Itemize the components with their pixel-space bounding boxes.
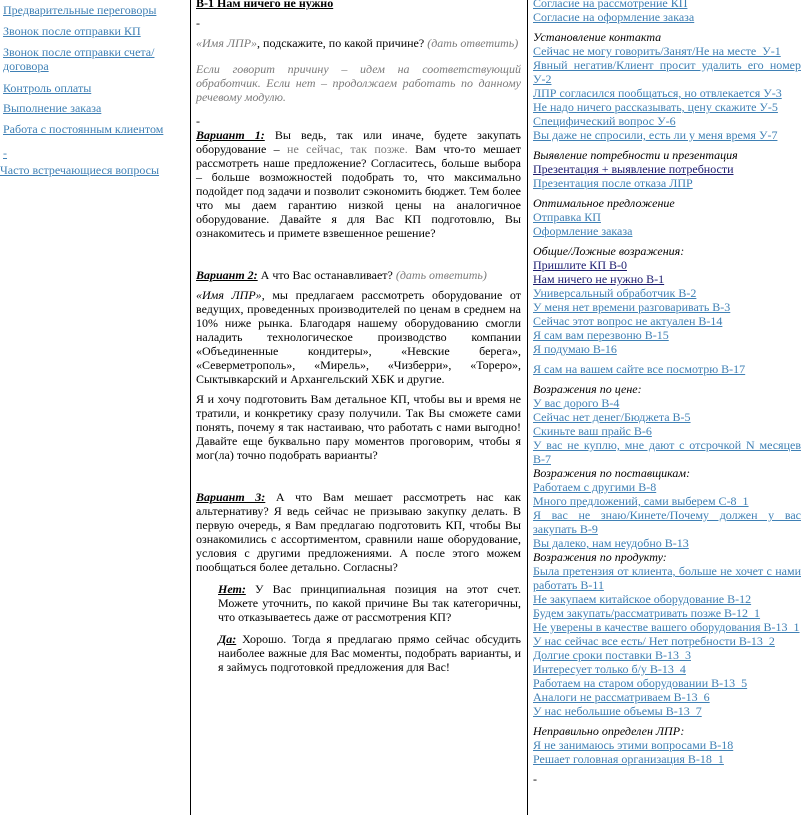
- variant-2-paragraph-2: Я и хочу подготовить Вам детальное КП, чтобы вы и время не тратили, и конкретику сразу получили. Так Вы сможете сами понять, почему я так настаиваю, что работать с нами выгодно! Давайте еще буквально пару моментов проговорим, чтобы я мог(ла) точно подобрать варианты?: [196, 392, 521, 462]
- nav-link[interactable]: Специфический вопрос У-6: [533, 114, 676, 128]
- question-paragraph: [196, 36, 521, 50]
- answer-label: Нет:: [218, 582, 246, 596]
- faq-link[interactable]: Часто встречающиеся вопросы: [0, 163, 160, 177]
- nav-link[interactable]: Работаем на старом оборудовании В-13_5: [533, 676, 748, 690]
- variant-text: А что Вас останавливает?: [257, 268, 393, 282]
- answer-yes: [218, 632, 521, 674]
- nav-link[interactable]: Презентация + выявление потребности: [533, 162, 734, 176]
- nav-link[interactable]: Я сам на вашем сайте все посмотрю В-17: [533, 362, 746, 376]
- variant-1: [196, 128, 521, 240]
- section-heading: Выявление потребности и презентация: [533, 148, 738, 162]
- section-heading: Возражения по поставщикам:: [533, 466, 691, 480]
- nav-link[interactable]: Будем закупать/рассматривать позже В-12_1: [533, 606, 761, 620]
- variant-3: [196, 490, 521, 574]
- variant-label: Вариант 3:: [196, 490, 266, 504]
- left-nav-item[interactable]: Предварительные переговоры: [3, 3, 157, 17]
- section-heading: Установление контакта: [533, 30, 662, 44]
- answer-label: Да:: [218, 632, 237, 646]
- nav-link[interactable]: Решает головная организация В-18_1: [533, 752, 724, 766]
- main-content: [196, 0, 521, 674]
- nav-link[interactable]: У нас небольшие объемы В-13_7: [533, 704, 702, 718]
- nav-link[interactable]: Сейчас этот вопрос не актуален В-14: [533, 314, 723, 328]
- nav-link[interactable]: Я вас не знаю/Кинете/Почему должен у вас закупать В-9: [533, 508, 801, 536]
- section-heading: Оптимальное предложение: [533, 196, 675, 210]
- nav-link[interactable]: Долгие сроки поставки В-13_3: [533, 648, 691, 662]
- right-divider: [527, 0, 528, 815]
- left-nav-item[interactable]: Звонок после отправки счета/договора: [3, 45, 155, 73]
- variant-text-grey: не сейчас, так позже.: [287, 142, 408, 156]
- nav-link[interactable]: Много предложений, сами выберем С-8_1: [533, 494, 749, 508]
- nav-link[interactable]: Сейчас нет денег/Бюджета В-5: [533, 410, 691, 424]
- section-heading: Общие/Ложные возражения:: [533, 244, 685, 258]
- lpr-name: «Имя ЛПР»: [196, 288, 262, 302]
- variant-label: Вариант 2:: [196, 268, 258, 282]
- section-heading: Возражения по продукту:: [533, 550, 667, 564]
- hint: (дать ответить): [395, 268, 487, 282]
- section-heading: Возражения по цене:: [533, 382, 642, 396]
- nav-link[interactable]: Пришлите КП В-0: [533, 258, 627, 272]
- answer-text: Хорошо. Тогда я предлагаю прямо сейчас обсудить наиболее важные для Вас моменты, подобрать варианты, и я займусь подготовкой предложения для Вас!: [218, 632, 521, 674]
- nav-link[interactable]: Интересует только б/у В-13_4: [533, 662, 686, 676]
- nav-link[interactable]: Отправка КП: [533, 210, 601, 224]
- nav-link[interactable]: Явный негатив/Клиент просит удалить его номер У-2: [533, 58, 801, 86]
- nav-link[interactable]: Сейчас не могу говорить/Занят/Не на месте_У-1: [533, 44, 781, 58]
- nav-link[interactable]: У вас не куплю, мне дают с отсрочкой N месяцев В-7: [533, 438, 801, 466]
- nav-link[interactable]: Не надо ничего рассказывать, цену скажите У-5: [533, 100, 778, 114]
- section-heading: Неправильно определен ЛПР:: [533, 724, 685, 738]
- nav-link[interactable]: Презентация после отказа ЛПР: [533, 176, 693, 190]
- variant-label: Вариант 1:: [196, 128, 265, 142]
- nav-link[interactable]: Скиньте ваш прайс В-6: [533, 424, 652, 438]
- variant-text: Вам что-то мешает рассмотреть наше предложение? Согласитесь, больше выбора – больше возможностей подобрать то, что максимально подойдет под задачи и позволит сэкономить бюджет. Тем более что мы даем гарантию низкой цены на аналогичное оборудование. Давайте я для Вас КП подготовлю, Вы ознакомитесь и примете взвешенное решение?: [196, 142, 522, 240]
- variant-text: А что Вам мешает рассмотреть нас как альтернативу? Я ведь сейчас не призываю закупку делать. В первую очередь, я Вам предлагаю подготовить КП, чтобы Вы ознакомились с ассортиментом, сравнили наше оборудование, условия с другими предложениями. А после этого можем пообщаться более детально. Согласны?: [196, 490, 521, 574]
- nav-link[interactable]: Нам ничего не нужно В-1: [533, 272, 665, 286]
- nav-link[interactable]: Вы далеко, нам неудобно В-13: [533, 536, 689, 550]
- variant-2-paragraph: [196, 288, 521, 386]
- nav-link[interactable]: Я не занимаюсь этими вопросами В-18: [533, 738, 734, 752]
- nav-link[interactable]: Согласие на оформление заказа: [533, 10, 695, 24]
- page-title: В-1 Нам ничего не нужно: [196, 0, 334, 10]
- nav-link[interactable]: У нас сейчас все есть/ Нет потребности В-13_2: [533, 634, 775, 648]
- answer-text: У Вас принципиальная позиция на этот счет. Можете уточнить, по какой причине Вы так категоричны, что отказываетесь даже от рассмотрения КП?: [218, 582, 521, 624]
- question-text: , подскажите, по какой причине?: [257, 36, 425, 50]
- left-nav-item[interactable]: Контроль оплаты: [3, 81, 92, 95]
- nav-link[interactable]: У меня нет времени разговаривать В-3: [533, 300, 731, 314]
- right-nav: [533, 0, 801, 786]
- left-nav-item[interactable]: Звонок после отправки КП: [3, 24, 141, 38]
- variant-text: Вы ведь, так или иначе, будете закупать оборудование –: [196, 128, 521, 156]
- nav-link[interactable]: Не закупаем китайское оборудование В-12: [533, 592, 752, 606]
- instruction-paragraph: Если говорит причину – идем на соответствующий обработчик. Если нет – продолжаем работать по данному речевому модулю.: [196, 62, 521, 104]
- paragraph-text: , мы предлагаем рассмотреть оборудование от ведущих, проведенных производителей по ценам в среднем на 10% ниже рынка. Благодаря нашему оборудованию смогли наладить технологическое производство компании «Объединенные кондитеры», «Невские берега», «Северметрополь», «Мирель», «Чизберри», «Тореро», Сыктывкарский и Архангельский ХБК и другие.: [196, 288, 521, 386]
- left-nav-dash: -: [3, 146, 7, 160]
- nav-link[interactable]: Не уверены в качестве вашего оборудования В-13_1: [533, 620, 800, 634]
- nav-link[interactable]: Аналоги не рассматриваем В-13_6: [533, 690, 710, 704]
- nav-link[interactable]: Я подумаю В-16: [533, 342, 617, 356]
- nav-link[interactable]: Я сам вам перезвоню В-15: [533, 328, 669, 342]
- nav-link[interactable]: Оформление заказа: [533, 224, 633, 238]
- answer-no: [218, 582, 521, 624]
- nav-link[interactable]: Универсальный обработчик В-2: [533, 286, 697, 300]
- hint: (дать ответить): [427, 36, 519, 50]
- nav-link[interactable]: У вас дорого В-4: [533, 396, 620, 410]
- nav-link[interactable]: Вы даже не спросили, есть ли у меня время У-7: [533, 128, 778, 142]
- nav-link[interactable]: Работаем с другими В-8: [533, 480, 657, 494]
- lpr-name: «Имя ЛПР»: [196, 36, 258, 50]
- left-divider: [190, 0, 191, 815]
- dash: -: [196, 114, 200, 128]
- left-nav-item[interactable]: Работа с постоянным клиентом: [3, 122, 164, 136]
- dash: -: [196, 16, 200, 30]
- nav-link[interactable]: Была претензия от клиента, больше не хочет с нами работать В-11: [533, 564, 801, 592]
- end-dash: -: [533, 772, 537, 786]
- left-nav-item[interactable]: Выполнение заказа: [3, 101, 102, 115]
- nav-link[interactable]: Согласие на рассмотрение КП: [533, 0, 688, 10]
- nav-link[interactable]: ЛПР согласился пообщаться, но отвлекается У-3: [533, 86, 782, 100]
- variant-2: [196, 268, 521, 282]
